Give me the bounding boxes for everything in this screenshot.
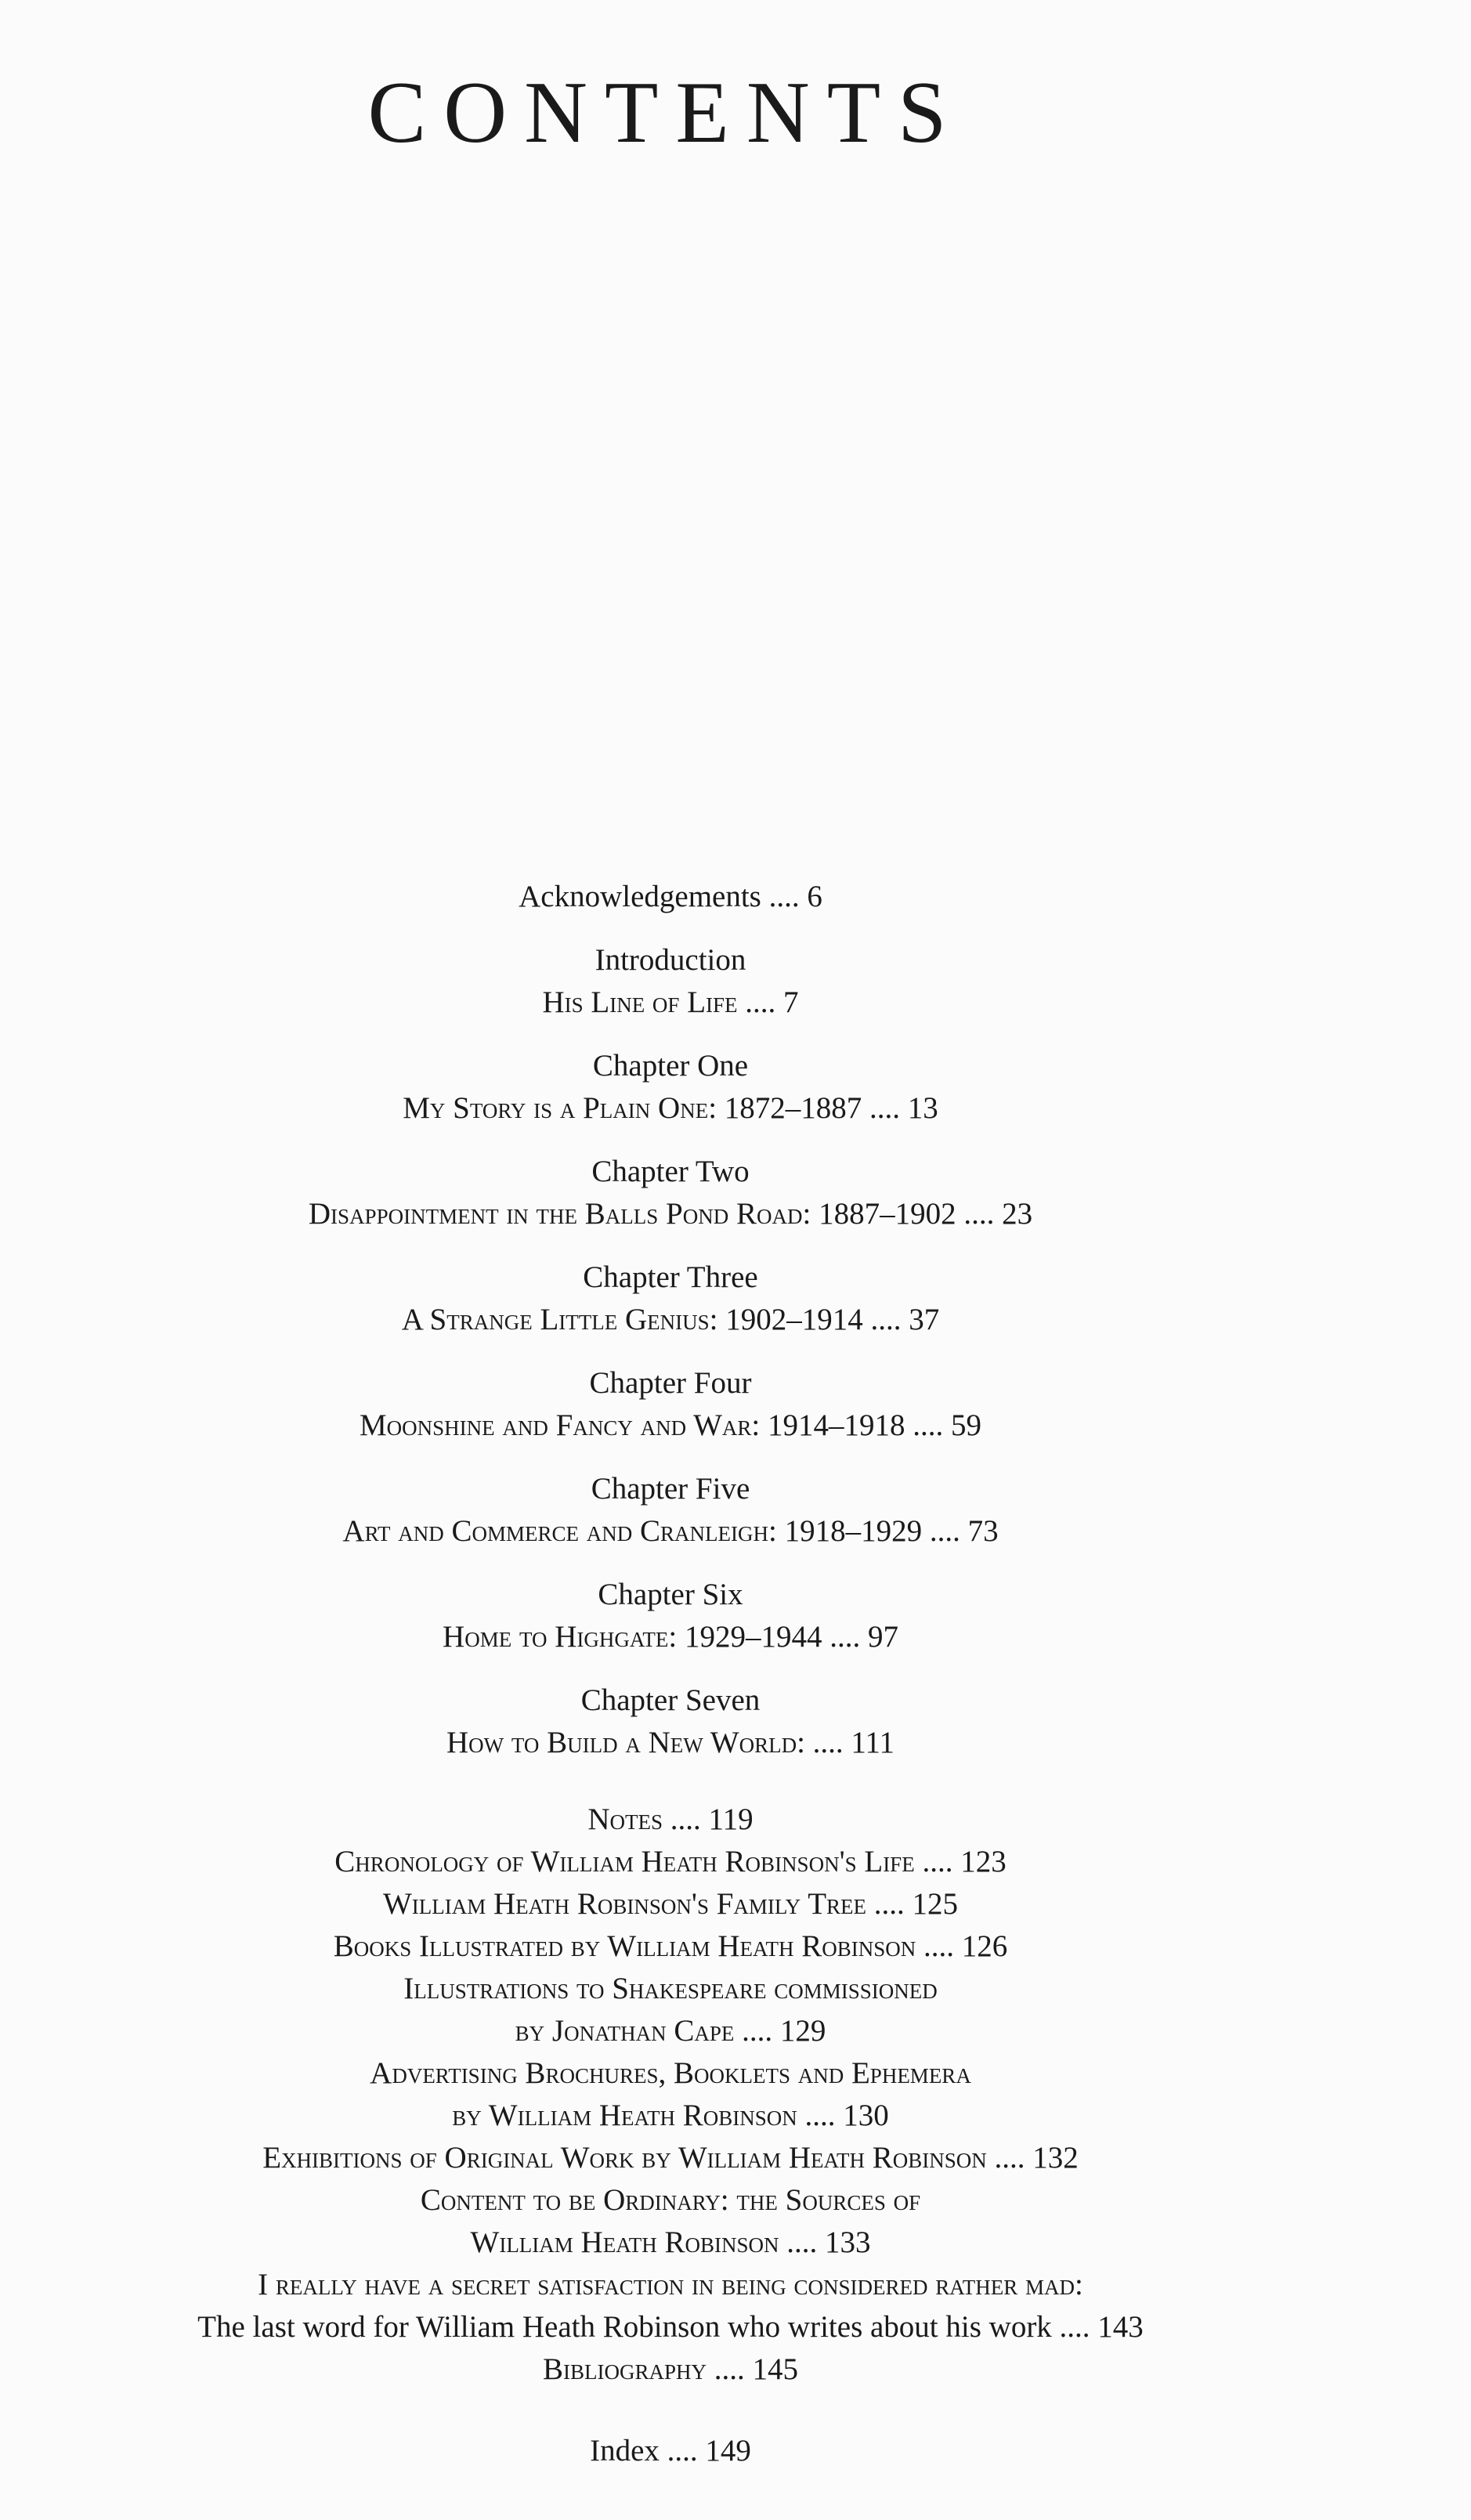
toc-chapter-label: Chapter One <box>592 1049 749 1083</box>
toc-back-entry: William Heath Robinson's Family Tree .... 125 <box>382 1887 959 1921</box>
toc-back-entry: Advertising Brochures, Booklets and Ephemera <box>370 2056 971 2090</box>
toc-index: Index .... 149 <box>590 2434 751 2468</box>
toc-back-entry: Illustrations to Shakespeare commissioned <box>403 1972 938 2005</box>
toc-back-entry: Notes .... 119 <box>587 1802 754 1836</box>
toc-chapter-title: A Strange Little Genius: 1902–1914 .... 37 <box>401 1303 940 1336</box>
toc-back-entry: by Jonathan Cape .... 129 <box>515 2014 826 2048</box>
toc-back-entry: William Heath Robinson .... 133 <box>470 2225 871 2259</box>
toc-chapter-label: Chapter Four <box>589 1366 752 1400</box>
toc-chapter-label: Chapter Six <box>598 1578 743 1611</box>
toc-acknowledgements: Acknowledgements .... 6 <box>519 880 822 913</box>
toc-back-entry: Books Illustrated by William Heath Robinson .... 126 <box>333 1929 1008 1963</box>
toc-chapter-label: Chapter Two <box>591 1155 750 1188</box>
toc-chapter-label: Introduction <box>595 943 746 977</box>
toc-chapter-title: Home to Highgate: 1929–1944 .... 97 <box>443 1620 898 1654</box>
toc-bibliography: Bibliography .... 145 <box>542 2352 798 2386</box>
toc-chapter-title: Disappointment in the Balls Pond Road: 1887–1902 .... 23 <box>308 1197 1033 1231</box>
toc-last-word: The last word for William Heath Robinson who writes about his work .... 143 <box>197 2310 1144 2344</box>
toc-chapter-label: Chapter Seven <box>580 1683 761 1717</box>
toc-chapter-title: Art and Commerce and Cranleigh: 1918–1929 .... 73 <box>342 1514 999 1548</box>
toc-chapter-title: My Story is a Plain One: 1872–1887 .... 13 <box>403 1091 938 1125</box>
toc-chapter-label: Chapter Five <box>591 1472 750 1506</box>
toc-chapter-title: How to Build a New World: .... 111 <box>446 1726 895 1759</box>
toc-back-entry: Exhibitions of Original Work by William Heath Robinson .... 132 <box>262 2141 1079 2175</box>
toc-chapter-label: Chapter Three <box>583 1260 758 1294</box>
table-of-contents <box>0 876 1341 2472</box>
toc-back-entry: by William Heath Robinson .... 130 <box>452 2099 889 2132</box>
toc-back-entry: Content to be Ordinary: the Sources of <box>420 2183 921 2217</box>
toc-back-entry: I really have a secret satisfaction in being considered rather mad: <box>258 2268 1083 2301</box>
toc-back-entry: Chronology of William Heath Robinson's Life .... 123 <box>334 1845 1007 1878</box>
toc-chapter-title: His Line of Life .... 7 <box>542 985 799 1019</box>
toc-chapter-title: Moonshine and Fancy and War: 1914–1918 .... 59 <box>359 1408 982 1442</box>
page-title: CONTENTS <box>367 64 964 161</box>
